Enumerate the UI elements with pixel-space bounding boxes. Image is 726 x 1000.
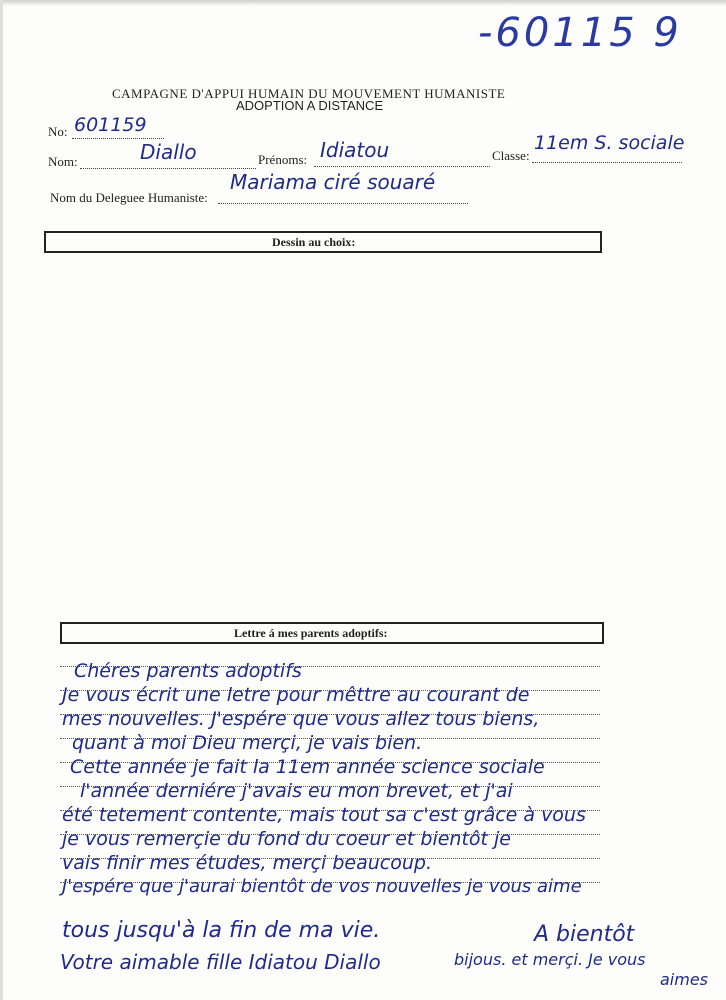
- delegue-line: [218, 203, 468, 204]
- letter-line-text: Je vous écrit une letre pour mêttre au courant de: [62, 684, 530, 706]
- nom-value: Diallo: [140, 140, 197, 164]
- prenoms-line: [314, 166, 490, 167]
- closing-line-3: aimes: [660, 970, 709, 989]
- classe-line: [532, 162, 682, 163]
- no-label: No:: [48, 124, 68, 139]
- prenoms-label: Prénoms:: [258, 152, 308, 167]
- letter-line-text: je vous remerçie du fond du coeur et bientôt je: [62, 828, 511, 850]
- dessin-label: Dessin au choix:: [272, 235, 356, 249]
- classe-label: Classe:: [492, 148, 530, 163]
- letter-line-text: mes nouvelles. J'espére que vous allez tous biens,: [62, 708, 540, 730]
- letter-line-text: l'année derniére j'avais eu mon brevet, et j'ai: [80, 780, 513, 802]
- header-campaign: CAMPAGNE D'APPUI HUMAIN DU MOUVEMENT HUMANISTE: [112, 86, 506, 101]
- no-line: [72, 138, 164, 139]
- drawing-area: [46, 256, 598, 616]
- prenoms-value: Idiatou: [320, 138, 390, 162]
- letter-line-text: été tetement contente, mais tout sa c'est grâce à vous: [62, 804, 586, 826]
- letter-signature: Votre aimable fille Idiatou Diallo: [60, 950, 381, 974]
- stamp-number: -60115 9: [478, 10, 682, 56]
- letter-line-text: Chéres parents adoptifs: [74, 660, 302, 682]
- delegue-label: Nom du Deleguee Humaniste:: [50, 190, 208, 205]
- delegue-value: Mariama ciré souaré: [230, 170, 436, 194]
- letter-line-text: Cette année je fait la 11em année science sociale: [70, 756, 545, 778]
- lettre-label: Lettre á mes parents adoptifs:: [234, 626, 388, 640]
- letter-line-text: vais finir mes études, merçi beaucoup.: [62, 852, 433, 874]
- closing-line-1: A bientôt: [534, 922, 635, 947]
- letter-line-text: tous jusqu'à la fin de ma vie.: [62, 918, 381, 943]
- closing-line-2: bijous. et merçi. Je vous: [454, 950, 646, 969]
- letter-line-text: quant à moi Dieu merçi, je vais bien.: [72, 732, 423, 754]
- letter-line-text: J'espére que j'aurai bientôt de vos nouvelles je vous aime: [62, 876, 582, 897]
- nom-label: Nom:: [48, 154, 78, 169]
- scan-shadow-left: [0, 0, 3, 1000]
- no-value: 601159: [74, 114, 147, 136]
- header-adoption: ADOPTION A DISTANCE: [236, 98, 384, 113]
- scan-shadow-top: [0, 0, 726, 6]
- classe-value: 11em S. sociale: [534, 132, 685, 154]
- nom-line: [80, 168, 256, 169]
